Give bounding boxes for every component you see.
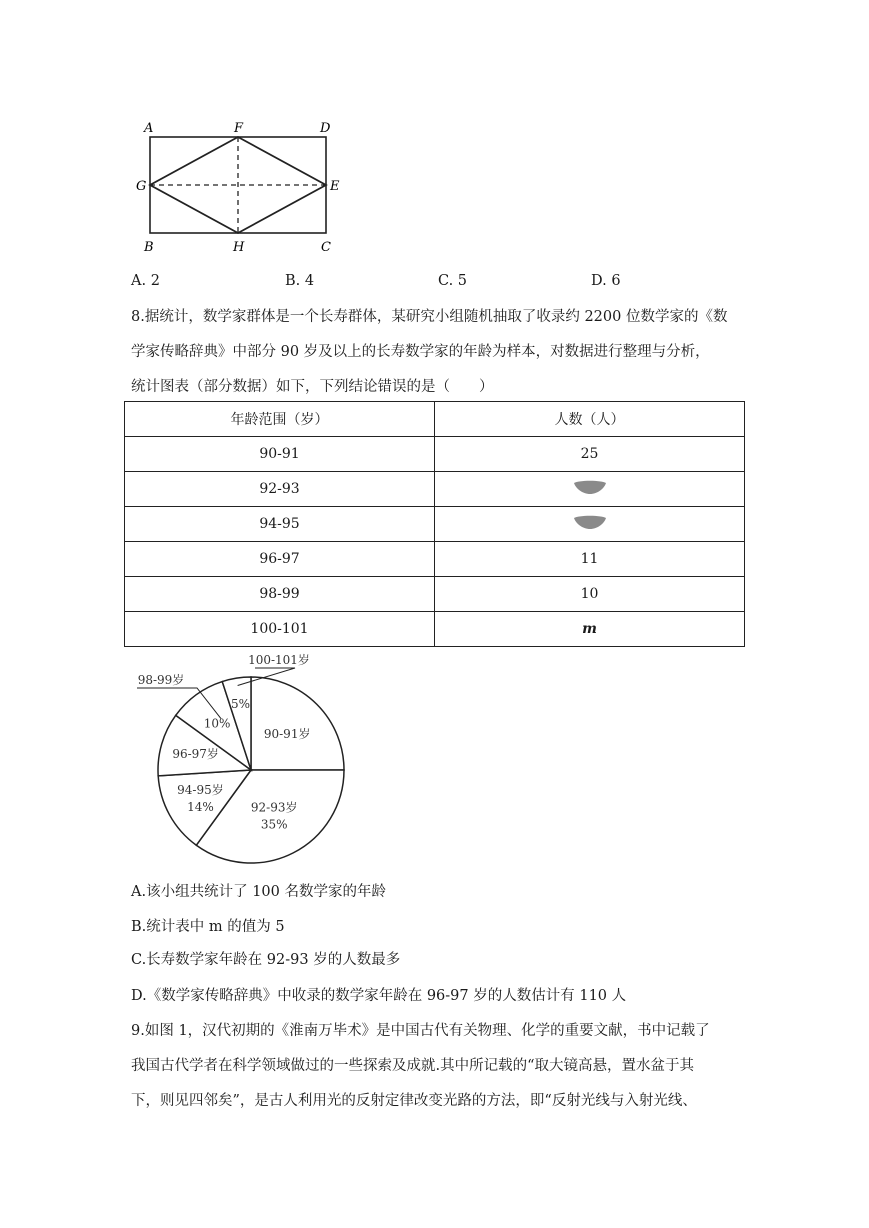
q8-stem-line-1: 8.据统计，数学家群体是一个长寿群体，某研究小组随机抽取了收录约 2200 位数学家的《数	[131, 309, 728, 325]
vertex-label-f: F	[234, 121, 244, 136]
table-row	[125, 577, 745, 612]
q7-option-b: B. 4	[285, 273, 315, 289]
q7-option-d: D. 6	[591, 273, 621, 289]
cell-count-obscured	[435, 507, 745, 542]
vertex-label-d: D	[320, 121, 331, 136]
header-count: 人数（人）	[435, 402, 745, 437]
table-row	[125, 612, 745, 647]
header-age-range: 年龄范围（岁）	[125, 402, 435, 437]
pie-percent-label: 14%	[187, 799, 214, 814]
vertex-label-h: H	[233, 240, 245, 255]
cell-range: 98-99	[125, 577, 435, 612]
pie-slice-label: 92-93岁	[250, 800, 298, 815]
q9-stem-line-2: 我国古代学者在科学领域做过的一些探索及成就.其中所记载的“取大镜高悬，置水盆于其	[131, 1058, 695, 1074]
q8-option-c: C.长寿数学家年龄在 92-93 岁的人数最多	[131, 952, 401, 968]
vertex-label-c: C	[321, 240, 331, 255]
cell-range: 90-91	[125, 437, 435, 472]
cell-count: 11	[435, 542, 745, 577]
cell-count: m	[435, 612, 745, 647]
pie-percent-label: 10%	[203, 716, 231, 731]
pie-slice-label: 94-95岁	[177, 782, 224, 797]
q8-option-a: A.该小组共统计了 100 名数学家的年龄	[131, 884, 386, 900]
q8-stem-line-2: 学家传略辞典》中部分 90 岁及以上的长寿数学家的年龄为样本，对数据进行整理与分析，	[131, 344, 710, 360]
pie-slice-label: 96-97岁	[172, 746, 219, 761]
q9-stem-line-1: 9.如图 1，汉代初期的《淮南万毕术》是中国古代有关物理、化学的重要文献，书中记载了	[131, 1023, 710, 1039]
q8-option-d: D.《数学家传略辞典》中收录的数学家年龄在 96-97 岁的人数估计有 110 人	[131, 988, 627, 1004]
q7-option-a: A. 2	[131, 273, 160, 289]
q8-option-b: B.统计表中 m 的值为 5	[131, 919, 285, 935]
q7-option-c: C. 5	[438, 273, 468, 289]
table-row	[125, 437, 745, 472]
pie-slice-label: 90-91岁	[263, 726, 311, 741]
cell-range: 100-101	[125, 612, 435, 647]
vertex-label-a: A	[144, 121, 154, 136]
cell-range: 96-97	[125, 542, 435, 577]
table-row	[125, 507, 745, 542]
rectangle-rhombus-figure	[130, 115, 360, 260]
age-pie-chart	[125, 652, 385, 867]
vertex-label-e: E	[330, 179, 340, 194]
vertex-label-g: G	[136, 179, 147, 194]
pie-percent-label: 5%	[231, 696, 251, 711]
table-row	[125, 472, 745, 507]
pie-slice-label: 100-101岁	[248, 653, 310, 667]
pie-percent-label: 35%	[260, 817, 288, 832]
table-header-row	[125, 402, 745, 437]
cell-range: 94-95	[125, 507, 435, 542]
q9-stem-line-3: 下，则见四邻矣”，是古人利用光的反射定律改变光路的方法，即“反射光线与入射光线、	[131, 1093, 697, 1109]
vertex-label-b: B	[144, 240, 154, 255]
q8-stem-line-3: 统计图表（部分数据）如下，下列结论错误的是（ ）	[131, 379, 494, 395]
cell-range: 92-93	[125, 472, 435, 507]
pie-slice	[251, 677, 344, 770]
cell-count: 25	[435, 437, 745, 472]
age-stats-table	[124, 401, 745, 647]
ink-blot-icon	[573, 479, 607, 495]
table-row	[125, 542, 745, 577]
cell-count-obscured	[435, 472, 745, 507]
ink-blot-icon	[573, 514, 607, 530]
cell-count: 10	[435, 577, 745, 612]
pie-slice-label: 98-99岁	[137, 673, 185, 687]
